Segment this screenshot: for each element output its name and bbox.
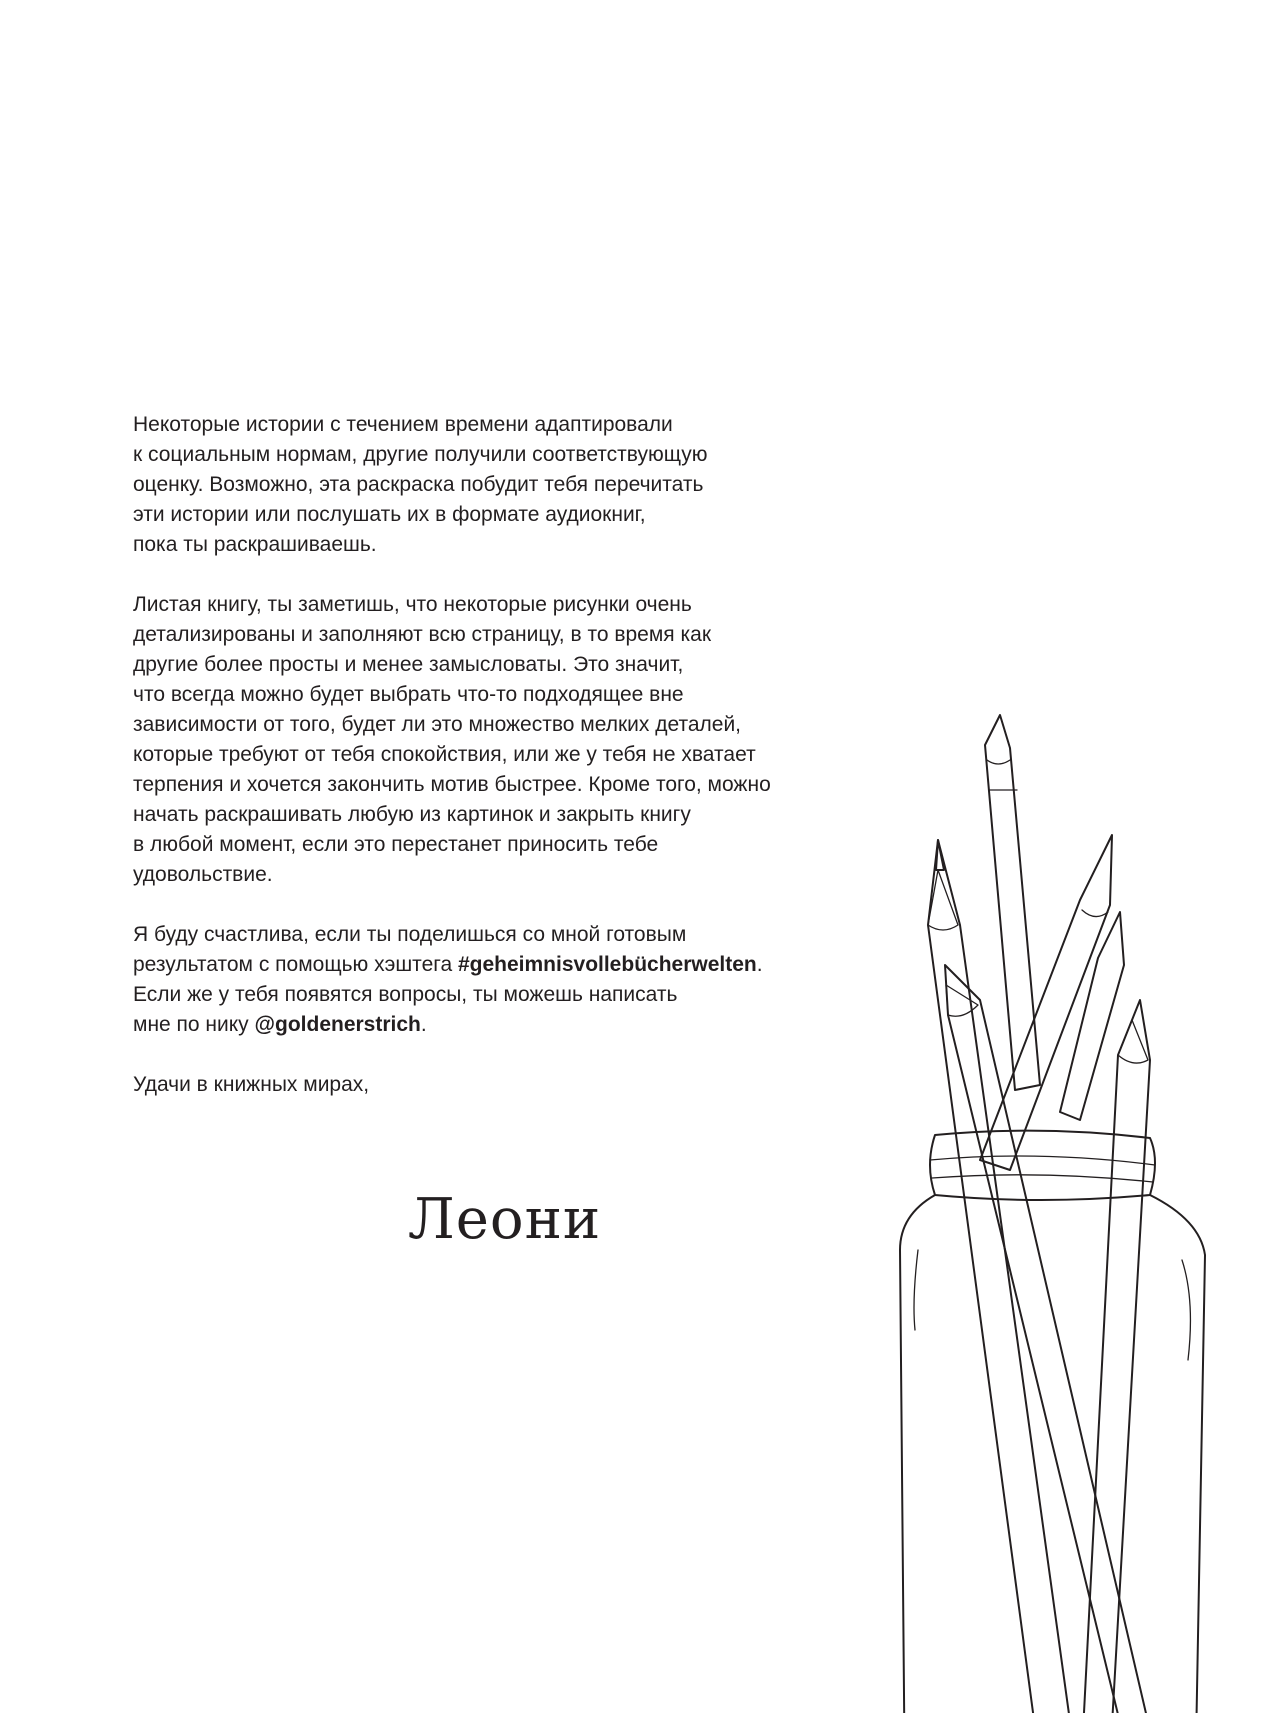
text-line: которые требуют от тебя спокойствия, или же у тебя не хватает xyxy=(133,743,756,766)
text-line: Если же у тебя появятся вопросы, ты можешь написать xyxy=(133,983,678,1006)
signature: Леони xyxy=(408,1187,602,1252)
text-fragment: . xyxy=(756,953,763,976)
text-line: зависимости от того, будет ли это множество мелких деталей, xyxy=(133,713,742,736)
pencil-white-tall xyxy=(985,715,1040,1090)
text-line: другие более просты и менее замысловаты. Это значит, xyxy=(133,653,684,676)
text-line: Некоторые истории с течением времени адаптировали xyxy=(133,413,673,436)
glass-jar xyxy=(900,1131,1205,1713)
text-fragment: . xyxy=(420,1013,427,1036)
pencil-green xyxy=(1080,1000,1150,1713)
hashtag: #geheimnisvollebücherwelten xyxy=(457,953,757,976)
handle: @goldenerstrich xyxy=(254,1013,421,1036)
pencil-white-right xyxy=(980,835,1112,1170)
text-line: что всегда можно будет выбрать что-то подходящее вне xyxy=(133,683,684,706)
text-line: в любой момент, если это перестанет приносить тебе xyxy=(133,833,659,856)
text-line: терпения и хочется закончить мотив быстрее. Кроме того, можно xyxy=(133,773,771,796)
text-fragment: мне по нику xyxy=(133,1013,255,1036)
text-line: Листая книгу, ты заметишь, что некоторые рисунки очень xyxy=(133,593,692,616)
pencil-yellow xyxy=(945,965,1165,1713)
text-line: детализированы и заполняют всю страницу, в то время как xyxy=(133,623,712,646)
text-line: оценку. Возможно, эта раскраска побудит тебя перечитать xyxy=(133,473,704,496)
text-line: пока ты раскрашиваешь. xyxy=(133,533,377,556)
text-line: удовольствие. xyxy=(133,863,273,886)
text-line: Я буду счастлива, если ты поделишься со мной готовым xyxy=(133,923,687,946)
text-line: эти истории или послушать их в формате аудиокниг, xyxy=(133,503,646,526)
closing-line: Удачи в книжных мирах, xyxy=(133,1073,370,1096)
pencil-white-short xyxy=(1060,912,1124,1120)
text-fragment: результатом с помощью хэштега xyxy=(133,953,458,976)
colored-pencils xyxy=(928,715,1165,1713)
text-line: начать раскрашивать любую из картинок и закрыть книгу xyxy=(133,803,691,826)
text-line: к социальным нормам, другие получили соответствующую xyxy=(133,443,708,466)
